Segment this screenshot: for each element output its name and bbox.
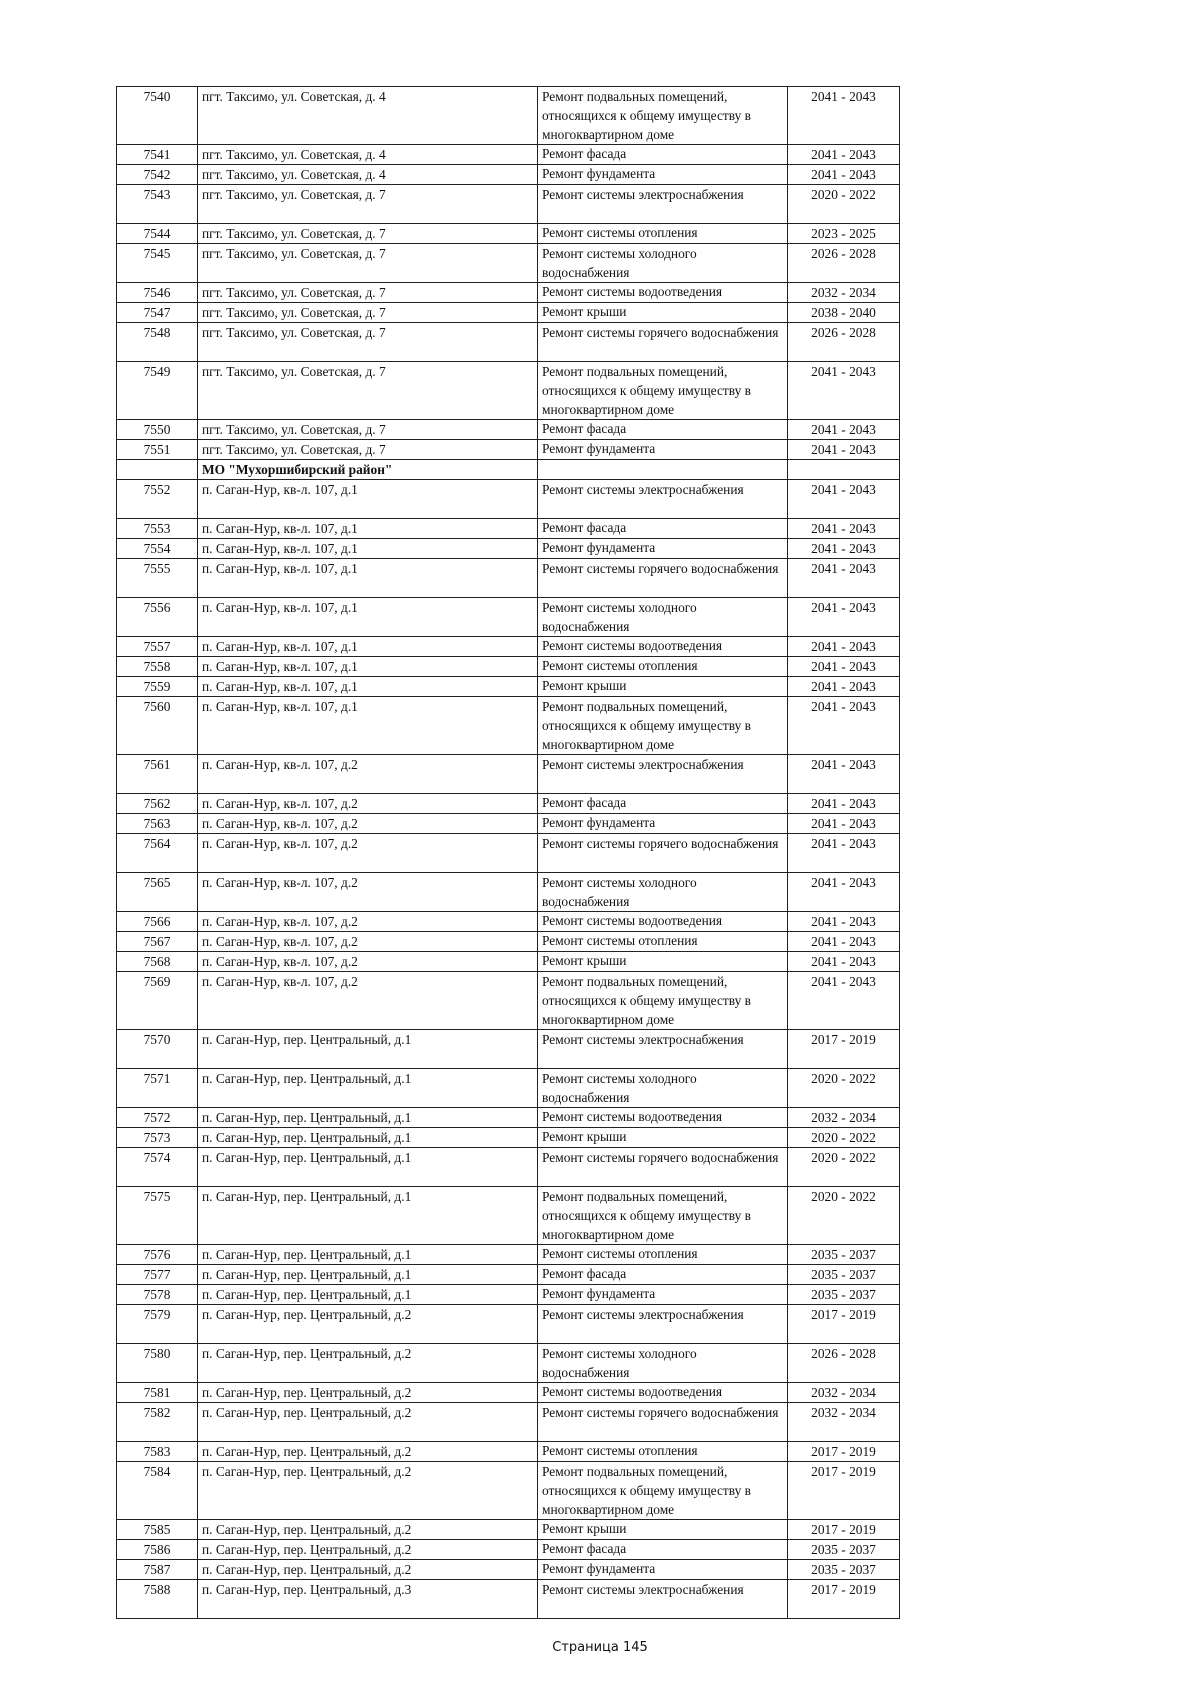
table-row [117,224,900,244]
work-type-cell: Ремонт системы отопления [538,1442,788,1462]
address-cell: п. Саган-Нур, кв-л. 107, д.1 [198,559,538,598]
table-row [117,87,900,145]
row-number-cell: 7543 [117,185,198,224]
address-cell: п. Саган-Нур, кв-л. 107, д.2 [198,972,538,1030]
row-number-cell: 7584 [117,1462,198,1520]
work-type-cell: Ремонт фасада [538,145,788,165]
work-type-cell: Ремонт системы электроснабжения [538,1580,788,1619]
row-number-cell: 7558 [117,657,198,677]
row-number-cell: 7572 [117,1108,198,1128]
work-type-cell: Ремонт системы электроснабжения [538,1030,788,1069]
table-row [117,323,900,362]
period-cell: 2017 - 2019 [788,1580,900,1619]
period-cell: 2023 - 2025 [788,224,900,244]
table-row [117,1540,900,1560]
period-cell: 2020 - 2022 [788,1069,900,1108]
address-cell: МО "Мухоршибирский район" [198,460,538,480]
period-cell: 2041 - 2043 [788,677,900,697]
period-cell: 2017 - 2019 [788,1030,900,1069]
table-row [117,362,900,420]
work-type-cell: Ремонт системы водоотведения [538,1383,788,1403]
period-cell: 2032 - 2034 [788,1383,900,1403]
period-cell: 2041 - 2043 [788,814,900,834]
period-cell: 2032 - 2034 [788,283,900,303]
row-number-cell: 7567 [117,932,198,952]
row-number-cell: 7542 [117,165,198,185]
table-row [117,1030,900,1069]
period-cell: 2041 - 2043 [788,480,900,519]
table-row [117,480,900,519]
period-cell: 2041 - 2043 [788,794,900,814]
table-row [117,244,900,283]
address-cell: пгт. Таксимо, ул. Советская, д. 4 [198,87,538,145]
table-row [117,932,900,952]
address-cell: п. Саган-Нур, кв-л. 107, д.1 [198,637,538,657]
address-cell: п. Саган-Нур, пер. Центральный, д.2 [198,1560,538,1580]
period-cell: 2038 - 2040 [788,303,900,323]
work-type-cell: Ремонт системы горячего водоснабжения [538,834,788,873]
row-number-cell: 7540 [117,87,198,145]
address-cell: п. Саган-Нур, кв-л. 107, д.2 [198,794,538,814]
work-type-cell: Ремонт фундамента [538,165,788,185]
work-type-cell: Ремонт системы водоотведения [538,912,788,932]
table-row [117,912,900,932]
row-number-cell: 7574 [117,1148,198,1187]
address-cell: пгт. Таксимо, ул. Советская, д. 7 [198,440,538,460]
work-type-cell: Ремонт фасада [538,420,788,440]
table-row [117,440,900,460]
period-cell: 2041 - 2043 [788,755,900,794]
address-cell: п. Саган-Нур, кв-л. 107, д.1 [198,480,538,519]
row-number-cell: 7579 [117,1305,198,1344]
period-cell: 2041 - 2043 [788,440,900,460]
period-cell: 2041 - 2043 [788,519,900,539]
work-type-cell: Ремонт системы холодного водоснабжения [538,1069,788,1108]
period-cell: 2041 - 2043 [788,637,900,657]
address-cell: п. Саган-Нур, кв-л. 107, д.1 [198,657,538,677]
work-type-cell: Ремонт подвальных помещений, относящихся к общему имуществу в многоквартирном доме [538,697,788,755]
address-cell: пгт. Таксимо, ул. Советская, д. 7 [198,303,538,323]
row-number-cell: 7554 [117,539,198,559]
address-cell: п. Саган-Нур, пер. Центральный, д.2 [198,1520,538,1540]
table-row [117,657,900,677]
table-row [117,519,900,539]
work-type-cell: Ремонт системы водоотведения [538,1108,788,1128]
work-type-cell: Ремонт фундамента [538,814,788,834]
row-number-cell: 7544 [117,224,198,244]
work-type-cell: Ремонт крыши [538,677,788,697]
row-number-cell: 7550 [117,420,198,440]
address-cell: пгт. Таксимо, ул. Советская, д. 7 [198,323,538,362]
work-type-cell: Ремонт системы холодного водоснабжения [538,598,788,637]
row-number-cell: 7575 [117,1187,198,1245]
period-cell: 2041 - 2043 [788,420,900,440]
table-row [117,420,900,440]
period-cell: 2035 - 2037 [788,1245,900,1265]
work-type-cell: Ремонт фундамента [538,1285,788,1305]
work-type-cell: Ремонт системы отопления [538,932,788,952]
row-number-cell: 7560 [117,697,198,755]
table-row [117,1462,900,1520]
page-footer: Страница 145 [552,1640,648,1655]
row-number-cell: 7573 [117,1128,198,1148]
address-cell: п. Саган-Нур, пер. Центральный, д.1 [198,1128,538,1148]
row-number-cell: 7581 [117,1383,198,1403]
period-cell: 2017 - 2019 [788,1462,900,1520]
period-cell: 2041 - 2043 [788,539,900,559]
table-row [117,145,900,165]
row-number-cell: 7553 [117,519,198,539]
table-row [117,1403,900,1442]
period-cell: 2026 - 2028 [788,244,900,283]
period-cell: 2041 - 2043 [788,873,900,912]
address-cell: п. Саган-Нур, пер. Центральный, д.2 [198,1403,538,1442]
repair-schedule-table [116,86,900,1619]
table-row [117,1128,900,1148]
period-cell: 2017 - 2019 [788,1305,900,1344]
address-cell: п. Саган-Нур, кв-л. 107, д.1 [198,598,538,637]
address-cell: п. Саган-Нур, пер. Центральный, д.1 [198,1245,538,1265]
address-cell: пгт. Таксимо, ул. Советская, д. 7 [198,420,538,440]
address-cell: п. Саган-Нур, пер. Центральный, д.1 [198,1108,538,1128]
table-row [117,185,900,224]
address-cell: п. Саган-Нур, кв-л. 107, д.2 [198,873,538,912]
address-cell: п. Саган-Нур, пер. Центральный, д.2 [198,1442,538,1462]
address-cell: п. Саган-Нур, кв-л. 107, д.1 [198,677,538,697]
table-row [117,637,900,657]
table-row [117,598,900,637]
table-row [117,814,900,834]
address-cell: пгт. Таксимо, ул. Советская, д. 7 [198,283,538,303]
work-type-cell: Ремонт подвальных помещений, относящихся к общему имуществу в многоквартирном доме [538,1462,788,1520]
work-type-cell: Ремонт системы отопления [538,657,788,677]
row-number-cell: 7570 [117,1030,198,1069]
table-row [117,755,900,794]
table-row [117,1383,900,1403]
address-cell: п. Саган-Нур, пер. Центральный, д.2 [198,1462,538,1520]
table-row [117,283,900,303]
period-cell: 2017 - 2019 [788,1520,900,1540]
period-cell: 2020 - 2022 [788,1187,900,1245]
address-cell: пгт. Таксимо, ул. Советская, д. 7 [198,362,538,420]
work-type-cell: Ремонт системы холодного водоснабжения [538,873,788,912]
row-number-cell: 7571 [117,1069,198,1108]
table-row [117,972,900,1030]
address-cell: пгт. Таксимо, ул. Советская, д. 7 [198,224,538,244]
row-number-cell: 7569 [117,972,198,1030]
row-number-cell: 7576 [117,1245,198,1265]
table-row [117,834,900,873]
row-number-cell: 7562 [117,794,198,814]
work-type-cell: Ремонт подвальных помещений, относящихся к общему имуществу в многоквартирном доме [538,1187,788,1245]
period-cell: 2041 - 2043 [788,145,900,165]
row-number-cell: 7561 [117,755,198,794]
row-number-cell: 7556 [117,598,198,637]
address-cell: п. Саган-Нур, пер. Центральный, д.1 [198,1069,538,1108]
address-cell: п. Саган-Нур, пер. Центральный, д.2 [198,1383,538,1403]
period-cell: 2041 - 2043 [788,834,900,873]
work-type-cell: Ремонт системы отопления [538,224,788,244]
row-number-cell: 7566 [117,912,198,932]
row-number-cell: 7582 [117,1403,198,1442]
work-type-cell [538,460,788,480]
address-cell: п. Саган-Нур, пер. Центральный, д.2 [198,1540,538,1560]
row-number-cell: 7551 [117,440,198,460]
work-type-cell: Ремонт подвальных помещений, относящихся к общему имуществу в многоквартирном доме [538,972,788,1030]
row-number-cell: 7580 [117,1344,198,1383]
work-type-cell: Ремонт фасада [538,1540,788,1560]
period-cell: 2032 - 2034 [788,1403,900,1442]
address-cell: пгт. Таксимо, ул. Советская, д. 4 [198,165,538,185]
table-row [117,1245,900,1265]
work-type-cell: Ремонт крыши [538,1520,788,1540]
address-cell: п. Саган-Нур, пер. Центральный, д.2 [198,1305,538,1344]
address-cell: п. Саган-Нур, кв-л. 107, д.1 [198,697,538,755]
table-row [117,539,900,559]
address-cell: пгт. Таксимо, ул. Советская, д. 4 [198,145,538,165]
work-type-cell: Ремонт системы водоотведения [538,283,788,303]
address-cell: пгт. Таксимо, ул. Советская, д. 7 [198,185,538,224]
address-cell: п. Саган-Нур, пер. Центральный, д.1 [198,1265,538,1285]
row-number-cell: 7585 [117,1520,198,1540]
address-cell: п. Саган-Нур, кв-л. 107, д.2 [198,932,538,952]
table-row [117,794,900,814]
period-cell: 2041 - 2043 [788,87,900,145]
table-row [117,1069,900,1108]
address-cell: п. Саган-Нур, пер. Центральный, д.1 [198,1030,538,1069]
work-type-cell: Ремонт подвальных помещений, относящихся к общему имуществу в многоквартирном доме [538,362,788,420]
period-cell: 2041 - 2043 [788,697,900,755]
period-cell: 2020 - 2022 [788,1148,900,1187]
address-cell: п. Саган-Нур, пер. Центральный, д.1 [198,1187,538,1245]
row-number-cell: 7578 [117,1285,198,1305]
table-row [117,1265,900,1285]
row-number-cell [117,460,198,480]
work-type-cell: Ремонт крыши [538,952,788,972]
work-type-cell: Ремонт фундамента [538,1560,788,1580]
period-cell: 2041 - 2043 [788,972,900,1030]
table-row [117,1305,900,1344]
table-row [117,1560,900,1580]
work-type-cell: Ремонт подвальных помещений, относящихся к общему имуществу в многоквартирном доме [538,87,788,145]
row-number-cell: 7552 [117,480,198,519]
address-cell: п. Саган-Нур, кв-л. 107, д.2 [198,755,538,794]
row-number-cell: 7555 [117,559,198,598]
row-number-cell: 7545 [117,244,198,283]
table-row [117,303,900,323]
row-number-cell: 7541 [117,145,198,165]
work-type-cell: Ремонт системы отопления [538,1245,788,1265]
row-number-cell: 7563 [117,814,198,834]
period-cell: 2041 - 2043 [788,362,900,420]
work-type-cell: Ремонт фасада [538,794,788,814]
period-cell: 2035 - 2037 [788,1285,900,1305]
row-number-cell: 7546 [117,283,198,303]
work-type-cell: Ремонт системы горячего водоснабжения [538,1403,788,1442]
period-cell: 2041 - 2043 [788,598,900,637]
table-row [117,1148,900,1187]
row-number-cell: 7547 [117,303,198,323]
work-type-cell: Ремонт фундамента [538,539,788,559]
period-cell: 2026 - 2028 [788,323,900,362]
work-type-cell: Ремонт системы электроснабжения [538,755,788,794]
table-row [117,1285,900,1305]
row-number-cell: 7586 [117,1540,198,1560]
period-cell: 2035 - 2037 [788,1560,900,1580]
period-cell: 2041 - 2043 [788,952,900,972]
table-row [117,1108,900,1128]
row-number-cell: 7548 [117,323,198,362]
table-row [117,1442,900,1462]
period-cell: 2017 - 2019 [788,1442,900,1462]
work-type-cell: Ремонт фасада [538,1265,788,1285]
row-number-cell: 7577 [117,1265,198,1285]
address-cell: п. Саган-Нур, кв-л. 107, д.2 [198,834,538,873]
address-cell: п. Саган-Нур, кв-л. 107, д.2 [198,912,538,932]
work-type-cell: Ремонт системы электроснабжения [538,480,788,519]
row-number-cell: 7568 [117,952,198,972]
row-number-cell: 7559 [117,677,198,697]
work-type-cell: Ремонт системы горячего водоснабжения [538,559,788,598]
work-type-cell: Ремонт фасада [538,519,788,539]
table-row [117,677,900,697]
period-cell: 2041 - 2043 [788,657,900,677]
period-cell: 2032 - 2034 [788,1108,900,1128]
address-cell: п. Саган-Нур, кв-л. 107, д.2 [198,814,538,834]
address-cell: п. Саган-Нур, пер. Центральный, д.3 [198,1580,538,1619]
work-type-cell: Ремонт системы горячего водоснабжения [538,1148,788,1187]
address-cell: п. Саган-Нур, пер. Центральный, д.2 [198,1344,538,1383]
address-cell: п. Саган-Нур, пер. Центральный, д.1 [198,1285,538,1305]
table-row [117,1187,900,1245]
section-header-row [117,460,900,480]
work-type-cell: Ремонт крыши [538,1128,788,1148]
address-cell: п. Саган-Нур, кв-л. 107, д.1 [198,519,538,539]
table-row [117,165,900,185]
table-row [117,1344,900,1383]
period-cell: 2020 - 2022 [788,1128,900,1148]
table-row [117,559,900,598]
period-cell: 2041 - 2043 [788,912,900,932]
period-cell: 2020 - 2022 [788,185,900,224]
table-row [117,1520,900,1540]
table-row [117,1580,900,1619]
address-cell: пгт. Таксимо, ул. Советская, д. 7 [198,244,538,283]
work-type-cell: Ремонт крыши [538,303,788,323]
period-cell: 2041 - 2043 [788,165,900,185]
table-row [117,952,900,972]
row-number-cell: 7583 [117,1442,198,1462]
period-cell: 2035 - 2037 [788,1265,900,1285]
period-cell: 2041 - 2043 [788,932,900,952]
work-type-cell: Ремонт системы горячего водоснабжения [538,323,788,362]
work-type-cell: Ремонт системы холодного водоснабжения [538,244,788,283]
work-type-cell: Ремонт системы электроснабжения [538,185,788,224]
row-number-cell: 7549 [117,362,198,420]
row-number-cell: 7587 [117,1560,198,1580]
work-type-cell: Ремонт системы холодного водоснабжения [538,1344,788,1383]
row-number-cell: 7565 [117,873,198,912]
row-number-cell: 7557 [117,637,198,657]
period-cell: 2026 - 2028 [788,1344,900,1383]
row-number-cell: 7588 [117,1580,198,1619]
period-cell [788,460,900,480]
period-cell: 2041 - 2043 [788,559,900,598]
table-row [117,873,900,912]
row-number-cell: 7564 [117,834,198,873]
table-body [117,87,900,1619]
work-type-cell: Ремонт фундамента [538,440,788,460]
period-cell: 2035 - 2037 [788,1540,900,1560]
work-type-cell: Ремонт системы водоотведения [538,637,788,657]
table-row [117,697,900,755]
address-cell: п. Саган-Нур, пер. Центральный, д.1 [198,1148,538,1187]
address-cell: п. Саган-Нур, кв-л. 107, д.2 [198,952,538,972]
work-type-cell: Ремонт системы электроснабжения [538,1305,788,1344]
address-cell: п. Саган-Нур, кв-л. 107, д.1 [198,539,538,559]
